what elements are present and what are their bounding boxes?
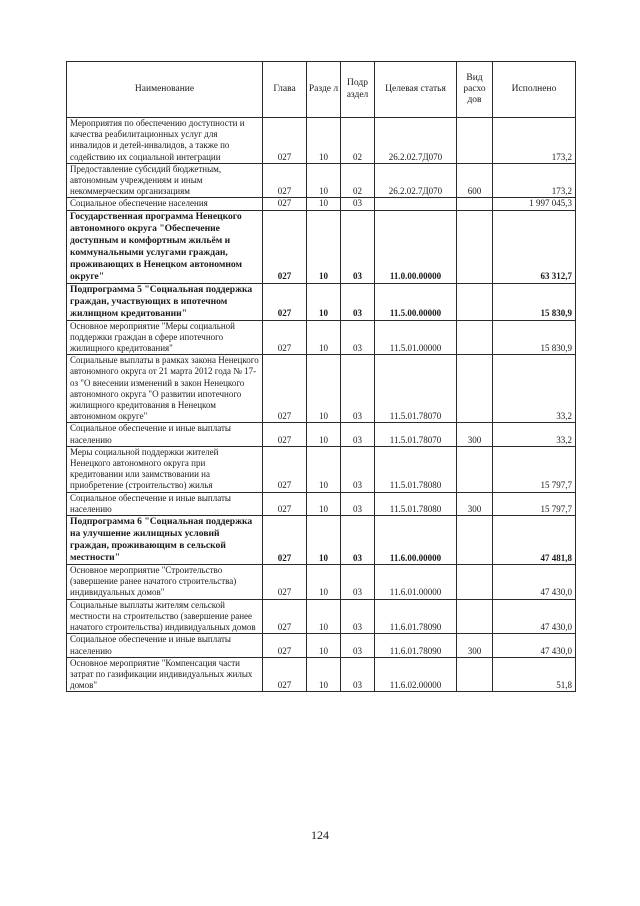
cell-vid: 300 [457,492,493,515]
cell-name: Меры социальной поддержки жителей Ненецкого автономного округа при кредитовании или заимствовании на приобретение (строительство) жилья [67,446,263,492]
cell-name: Подпрограмма 5 "Социальная поддержка граждан, участвующих в ипотечном жилищном кредитовании" [67,283,263,320]
budget-table [66,61,576,692]
cell-razdel: 10 [307,599,341,634]
cell-glava: 027 [263,355,307,423]
table-row [67,163,576,198]
cell-razdel: 10 [307,355,341,423]
table-row [67,516,576,565]
cell-glava: 027 [263,423,307,446]
cell-razdel: 10 [307,423,341,446]
cell-done: 15 797,7 [493,446,576,492]
cell-target: 11.5.01.78070 [375,355,457,423]
cell-done: 47 430,0 [493,634,576,657]
cell-podrazdel: 03 [341,516,375,565]
cell-glava: 027 [263,634,307,657]
cell-name: Мероприятия по обеспечению доступности и качества реабилитационных услуг для инвалидов и детей-инвалидов, а также по содействию их социальной интеграции [67,118,263,164]
table-row [67,283,576,320]
cell-podrazdel: 03 [341,283,375,320]
table-row [67,492,576,515]
cell-razdel: 10 [307,283,341,320]
page-number: 124 [311,828,329,842]
cell-done: 33,2 [493,423,576,446]
table-row [67,118,576,164]
header-glava: Глава [263,62,307,118]
cell-podrazdel: 03 [341,210,375,283]
cell-glava: 027 [263,320,307,355]
cell-vid [457,565,493,600]
header-name: Наименование [67,62,263,118]
cell-glava: 027 [263,657,307,692]
header-done: Исполнено [493,62,576,118]
cell-name: Социальное обеспечение и иные выплаты населению [67,423,263,446]
cell-done: 1 997 045,3 [493,198,576,210]
cell-podrazdel: 02 [341,118,375,164]
cell-razdel: 10 [307,163,341,198]
cell-razdel: 10 [307,320,341,355]
cell-razdel: 10 [307,657,341,692]
header-target: Целевая статья [375,62,457,118]
cell-name: Социальные выплаты в рамках закона Ненецкого автономного округа от 21 марта 2012 года № 17-оз "О внесении изменений в закон Ненецкого автономного округа "О развитии ипотечного жилищного кредитования в Ненецком автономном округе" [67,355,263,423]
cell-name: Основное мероприятие "Меры социальной поддержки граждан в сфере ипотечного жилищного кредитования" [67,320,263,355]
cell-glava: 027 [263,210,307,283]
cell-target: 11.6.01.78090 [375,634,457,657]
cell-target: 11.5.01.78080 [375,446,457,492]
cell-vid [457,320,493,355]
cell-done: 47 430,0 [493,599,576,634]
cell-podrazdel: 03 [341,634,375,657]
cell-podrazdel: 03 [341,198,375,210]
cell-glava: 027 [263,198,307,210]
cell-vid [457,657,493,692]
cell-target [375,198,457,210]
table-row [67,634,576,657]
table-header-row [67,62,576,118]
cell-target: 11.5.00.00000 [375,283,457,320]
cell-vid [457,198,493,210]
cell-done: 51,8 [493,657,576,692]
cell-razdel: 10 [307,446,341,492]
cell-done: 47 430,0 [493,565,576,600]
cell-razdel: 10 [307,565,341,600]
cell-razdel: 10 [307,492,341,515]
cell-razdel: 10 [307,634,341,657]
cell-target: 11.6.00.00000 [375,516,457,565]
table-row [67,210,576,283]
cell-vid [457,118,493,164]
cell-done: 63 312,7 [493,210,576,283]
table-row [67,657,576,692]
cell-podrazdel: 03 [341,446,375,492]
cell-done: 173,2 [493,163,576,198]
cell-name: Предоставление субсидий бюджетным, автономным учреждениям и иным некоммерческим организациям [67,163,263,198]
table-row [67,446,576,492]
cell-name: Основное мероприятие "Строительство (завершение ранее начатого строительства) индивидуальных домов" [67,565,263,600]
cell-glava: 027 [263,163,307,198]
cell-name: Основное мероприятие "Компенсация части затрат по газификации индивидуальных жилых домов" [67,657,263,692]
cell-podrazdel: 03 [341,492,375,515]
table-row [67,355,576,423]
header-razdel: Разде л [307,62,341,118]
cell-vid: 300 [457,634,493,657]
cell-podrazdel: 03 [341,320,375,355]
cell-target: 11.0.00.00000 [375,210,457,283]
cell-done: 15 830,9 [493,320,576,355]
table-body [67,118,576,692]
cell-name: Государственная программа Ненецкого автономного округа "Обеспечение доступным и комфортным жильём и коммунальными услугами граждан, проживающих в Ненецком автономном округе" [67,210,263,283]
cell-vid [457,210,493,283]
cell-glava: 027 [263,118,307,164]
cell-target: 26.2.02.7Д070 [375,118,457,164]
cell-done: 15 830,9 [493,283,576,320]
cell-vid [457,446,493,492]
cell-razdel: 10 [307,198,341,210]
cell-razdel: 10 [307,118,341,164]
cell-target: 11.6.01.00000 [375,565,457,600]
cell-target: 11.5.01.78080 [375,492,457,515]
cell-vid [457,283,493,320]
header-vid: Вид расхо дов [457,62,493,118]
cell-target: 11.6.01.78090 [375,599,457,634]
cell-glava: 027 [263,492,307,515]
cell-razdel: 10 [307,516,341,565]
cell-glava: 027 [263,599,307,634]
cell-podrazdel: 03 [341,599,375,634]
table-row [67,599,576,634]
cell-vid [457,355,493,423]
cell-vid [457,599,493,634]
cell-podrazdel: 03 [341,657,375,692]
cell-done: 173,2 [493,118,576,164]
cell-podrazdel: 02 [341,163,375,198]
cell-target: 11.6.02.00000 [375,657,457,692]
cell-done: 15 797,7 [493,492,576,515]
cell-vid: 300 [457,423,493,446]
cell-glava: 027 [263,565,307,600]
cell-vid [457,516,493,565]
cell-done: 47 481,8 [493,516,576,565]
cell-glava: 027 [263,283,307,320]
cell-razdel: 10 [307,210,341,283]
cell-name: Подпрограмма 6 "Социальная поддержка на улучшение жилищных условий граждан, проживающим в сельской местности" [67,516,263,565]
cell-glava: 027 [263,516,307,565]
cell-name: Социальные выплаты жителям сельской местности на строительство (завершение ранее начатого строительства) индивидуальных домов [67,599,263,634]
cell-target: 11.5.01.78070 [375,423,457,446]
cell-target: 26.2.02.7Д070 [375,163,457,198]
table-row [67,198,576,210]
cell-glava: 027 [263,446,307,492]
table-row [67,320,576,355]
table-row [67,565,576,600]
table-row [67,423,576,446]
cell-name: Социальное обеспечение и иные выплаты населению [67,634,263,657]
cell-target: 11.5.01.00000 [375,320,457,355]
cell-done: 33,2 [493,355,576,423]
header-podrazdel: Подр аздел [341,62,375,118]
cell-name: Социальное обеспечение населения [67,198,263,210]
cell-podrazdel: 03 [341,423,375,446]
cell-vid: 600 [457,163,493,198]
cell-podrazdel: 03 [341,565,375,600]
cell-podrazdel: 03 [341,355,375,423]
cell-name: Социальное обеспечение и иные выплаты населению [67,492,263,515]
